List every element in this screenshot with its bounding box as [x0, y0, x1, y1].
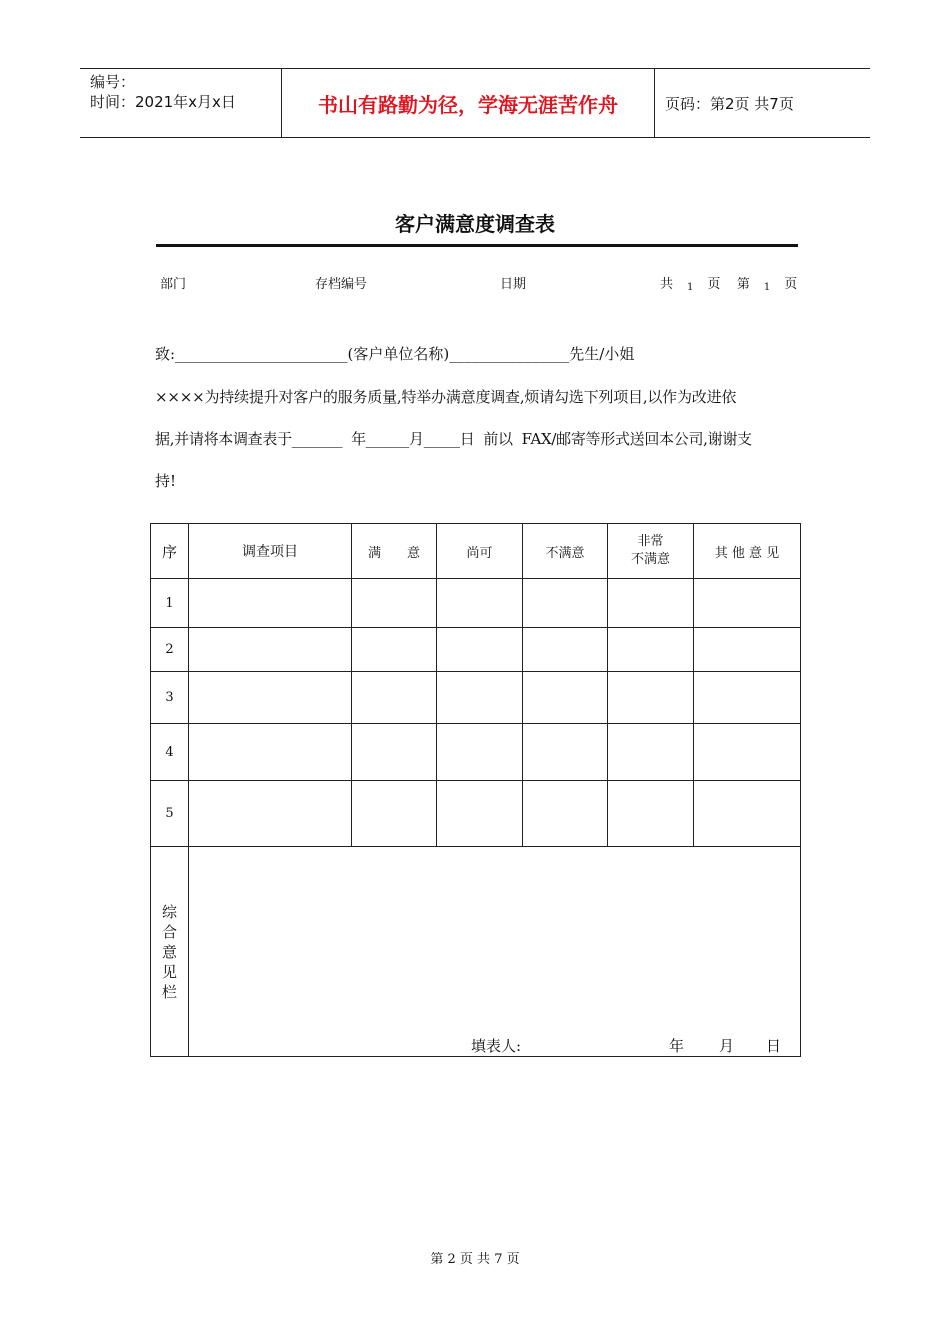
header-page-code: 页码：第2页 共7页 — [665, 94, 794, 113]
filler-month: 月 — [719, 1037, 735, 1055]
acceptable-cell[interactable] — [437, 781, 523, 847]
header-item: 调查项目 — [189, 524, 352, 579]
time-label: 时间：2021年x月x日 — [90, 93, 236, 111]
other-cell[interactable] — [694, 724, 801, 781]
page-header — [80, 68, 870, 138]
summary-label: 综 合 意 见 栏 — [151, 847, 189, 1057]
table-row — [151, 724, 801, 781]
very-unsatisfied-cell[interactable] — [608, 724, 694, 781]
meta-page-num: 1 — [763, 282, 771, 293]
very-unsatisfied-cell[interactable] — [608, 781, 694, 847]
header-unsatisfied: 不满意 — [523, 524, 608, 579]
acceptable-cell[interactable] — [437, 672, 523, 724]
acceptable-cell[interactable] — [437, 628, 523, 672]
header-satisfied: 满 意 — [352, 524, 437, 579]
row-number: 1 — [151, 579, 189, 628]
very-unsatisfied-cell[interactable] — [608, 628, 694, 672]
intro-line-1: ××××为持续提升对客户的服务质量,特举办满意度调查,烦请勾选下列项目,以作为改进依 — [155, 388, 737, 406]
header-acceptable: 尚可 — [437, 524, 523, 579]
meta-date: 日期 — [500, 277, 527, 292]
filler-day: 日 — [766, 1037, 782, 1055]
intro-line-2: 据,并请将本调查表于_______ 年______月_____日 前以 FAX/邮寄等形式送回本公司,谢谢支 — [155, 430, 752, 448]
filler-year: 年 — [669, 1037, 685, 1055]
table-row — [151, 781, 801, 847]
unsatisfied-cell[interactable] — [523, 724, 608, 781]
meta-total-num: 1 — [687, 282, 694, 293]
intro-line-3: 持! — [155, 472, 177, 490]
meta-archive-no: 存档编号 — [315, 277, 368, 292]
unsatisfied-cell[interactable] — [523, 672, 608, 724]
header-very-unsatisfied-line2: 不满意 — [630, 552, 670, 567]
summary-row — [151, 847, 801, 1057]
item-cell[interactable] — [189, 724, 352, 781]
satisfied-cell[interactable] — [352, 628, 437, 672]
acceptable-cell[interactable] — [437, 579, 523, 628]
very-unsatisfied-cell[interactable] — [608, 672, 694, 724]
meta-page-mid: 页 第 — [707, 277, 750, 292]
survey-table — [150, 523, 801, 1057]
row-number: 3 — [151, 672, 189, 724]
other-cell[interactable] — [694, 781, 801, 847]
header-very-unsatisfied-line1: 非常 — [637, 534, 664, 549]
header-motto: 书山有路勤为径，学海无涯苦作舟 — [282, 69, 655, 137]
acceptable-cell[interactable] — [437, 724, 523, 781]
table-header-row — [151, 524, 801, 579]
summary-comment-area[interactable] — [189, 847, 801, 1057]
other-cell[interactable] — [694, 579, 801, 628]
table-row — [151, 672, 801, 724]
row-number: 5 — [151, 781, 189, 847]
meta-total-prefix: 共 — [660, 277, 674, 292]
document-title: 客户满意度调查表 — [395, 212, 555, 236]
meta-page-suffix: 页 — [784, 277, 798, 292]
satisfied-cell[interactable] — [352, 672, 437, 724]
title-rule — [156, 244, 798, 247]
header-info-cell — [80, 69, 282, 137]
very-unsatisfied-cell[interactable] — [608, 579, 694, 628]
filler-label: 填表人: — [471, 1037, 522, 1055]
meta-page-count — [660, 273, 797, 292]
header-seq: 序 — [151, 524, 189, 579]
item-cell[interactable] — [189, 579, 352, 628]
header-very-unsatisfied — [608, 524, 694, 579]
satisfied-cell[interactable] — [352, 579, 437, 628]
unsatisfied-cell[interactable] — [523, 781, 608, 847]
other-cell[interactable] — [694, 672, 801, 724]
unsatisfied-cell[interactable] — [523, 579, 608, 628]
row-number: 2 — [151, 628, 189, 672]
item-cell[interactable] — [189, 628, 352, 672]
table-row — [151, 628, 801, 672]
table-row — [151, 579, 801, 628]
salutation: 致:_______________________(客户单位名称)________________先生/小姐 — [155, 345, 635, 363]
header-other: 其 他 意 见 — [694, 524, 801, 579]
serial-label: 编号： — [90, 73, 136, 91]
item-cell[interactable] — [189, 672, 352, 724]
row-number: 4 — [151, 724, 189, 781]
satisfied-cell[interactable] — [352, 724, 437, 781]
meta-dept: 部门 — [160, 277, 187, 292]
other-cell[interactable] — [694, 628, 801, 672]
satisfied-cell[interactable] — [352, 781, 437, 847]
page-footer: 第 2 页 共 7 页 — [430, 1252, 520, 1267]
item-cell[interactable] — [189, 781, 352, 847]
unsatisfied-cell[interactable] — [523, 628, 608, 672]
